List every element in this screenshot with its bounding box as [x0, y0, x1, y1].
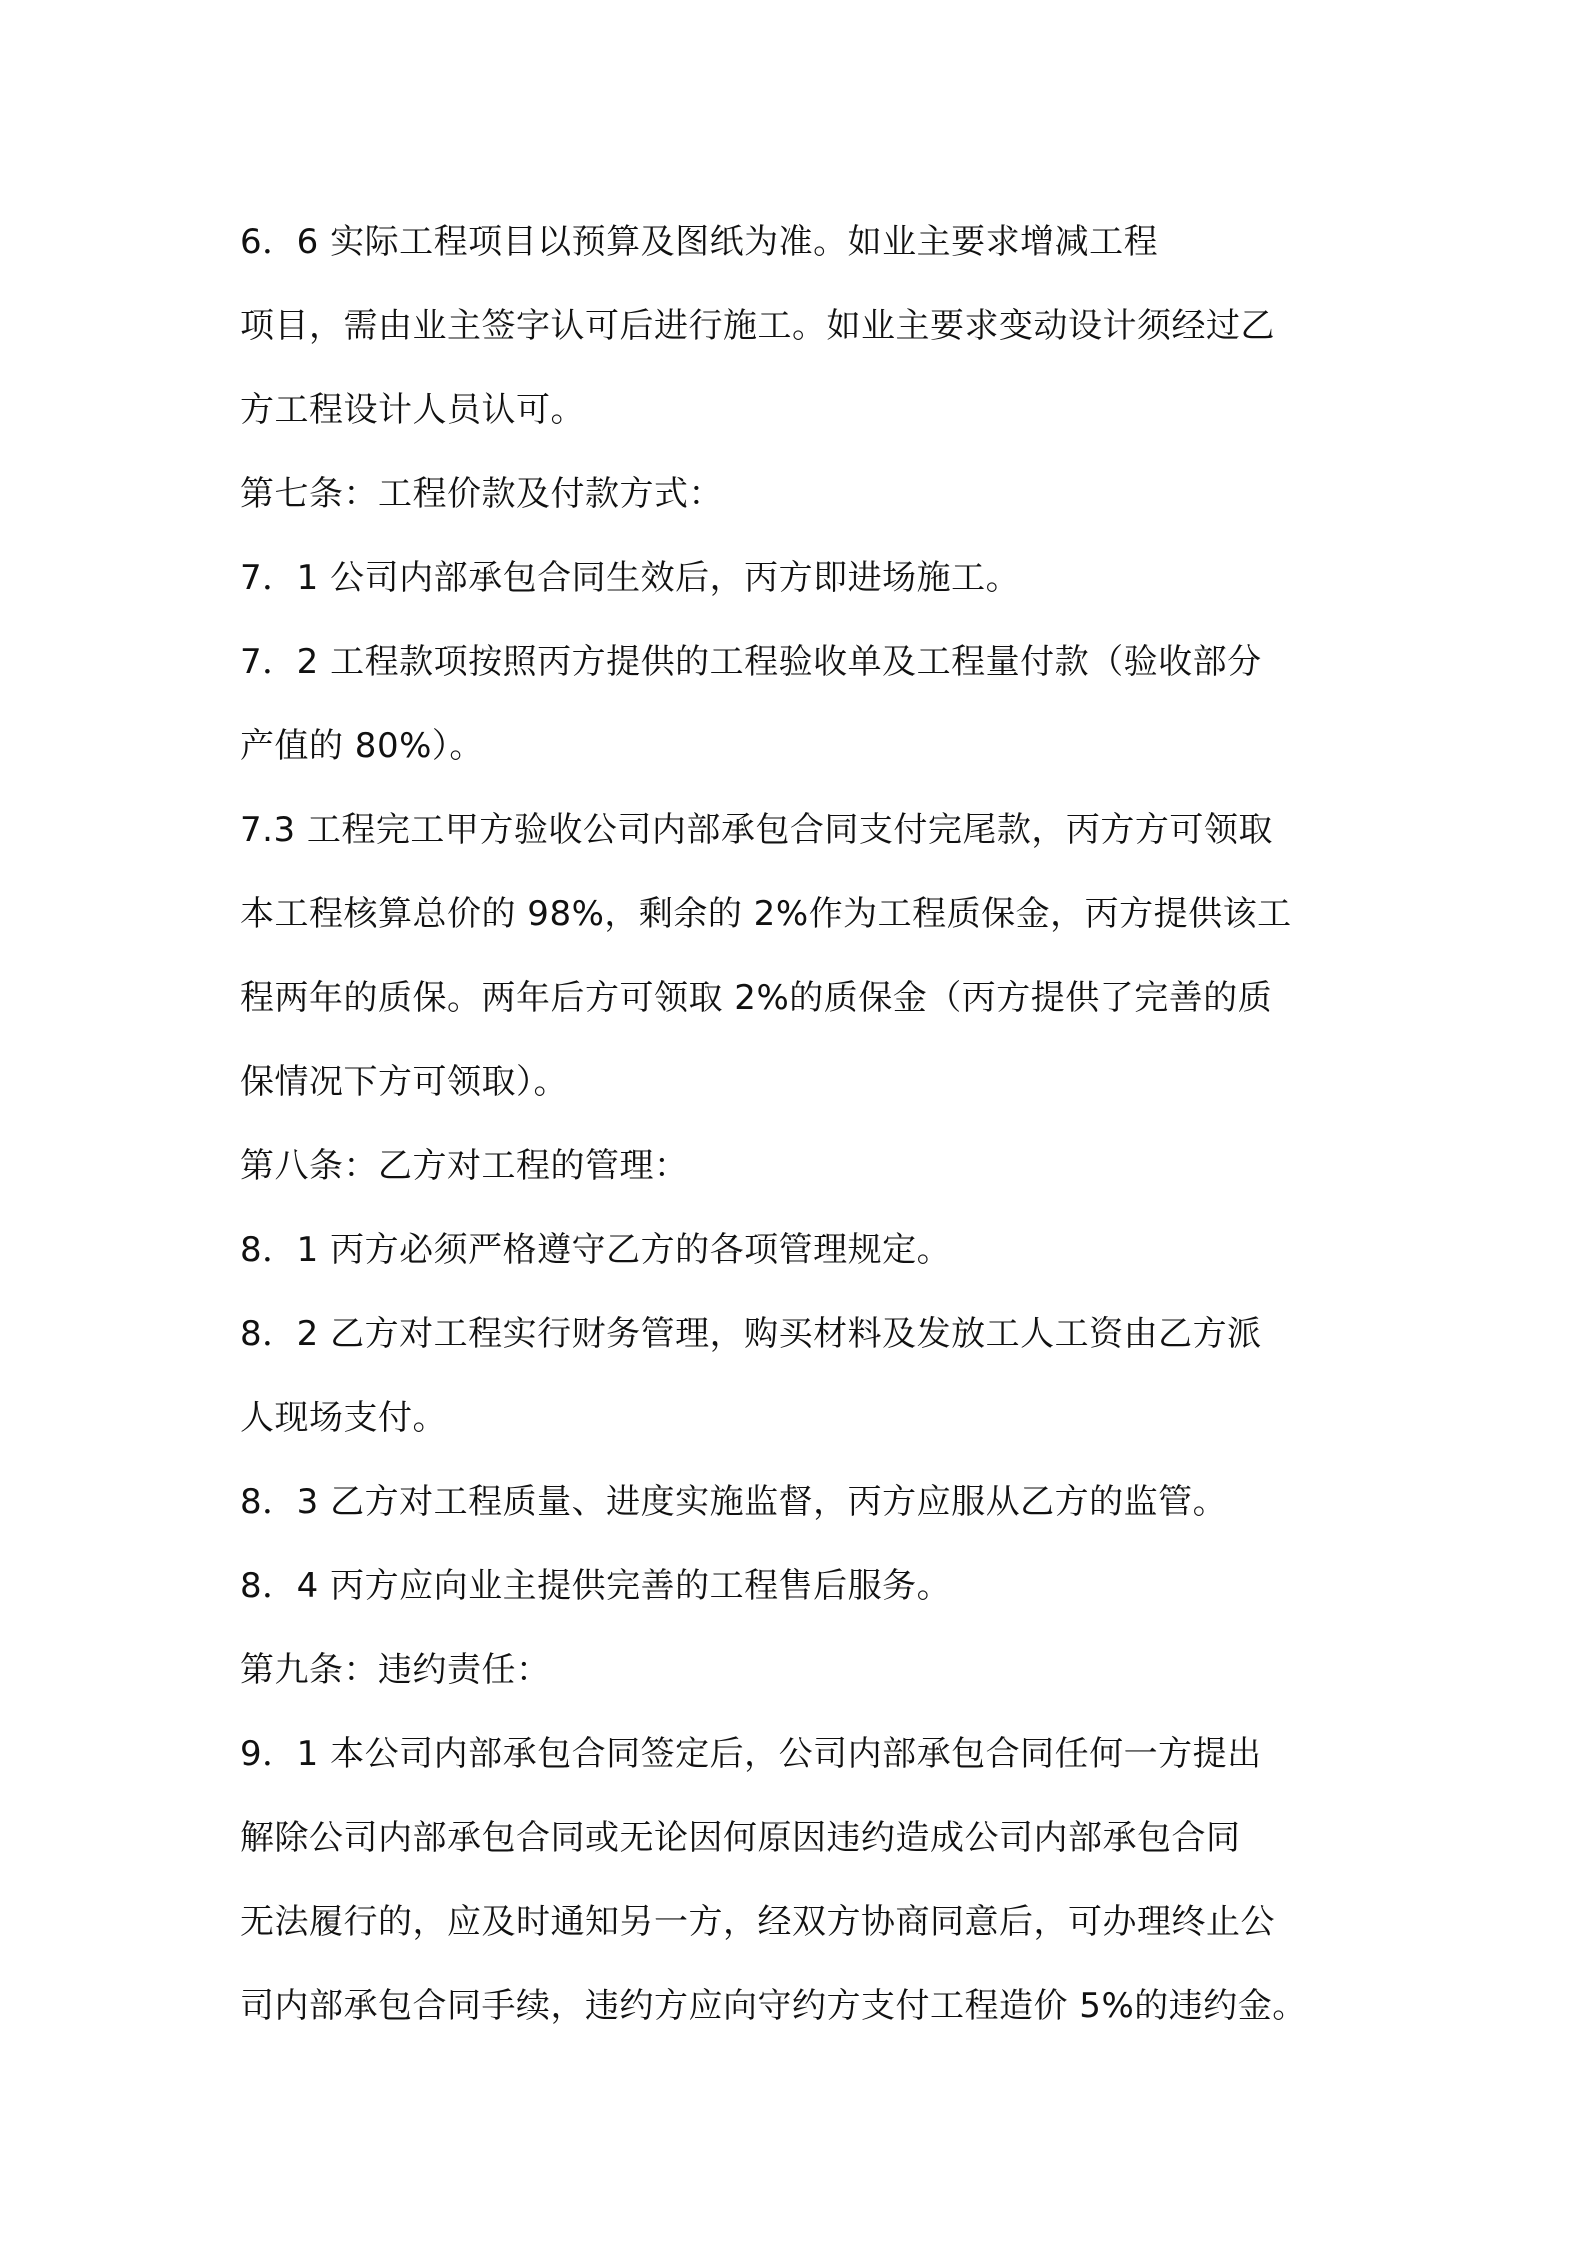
text-line: 无法履行的，应及时通知另一方，经双方协商同意后，可办理终止公 [240, 1902, 1275, 1942]
text-line: 本工程核算总价的 98%，剩余的 2%作为工程质保金，丙方提供该工 [240, 894, 1292, 934]
text-line: 7．1 公司内部承包合同生效后，丙方即进场施工。 [240, 558, 1021, 598]
section-heading: 第七条：工程价款及付款方式： [240, 474, 723, 514]
text-line: 人现场支付。 [240, 1398, 447, 1438]
text-line: 8．1 丙方必须严格遵守乙方的各项管理规定。 [240, 1230, 952, 1270]
section-heading: 第八条：乙方对工程的管理： [240, 1146, 689, 1186]
text-line: 8．2 乙方对工程实行财务管理，购买材料及发放工人工资由乙方派 [240, 1314, 1262, 1354]
text-line: 9．1 本公司内部承包合同签定后，公司内部承包合同任何一方提出 [240, 1734, 1262, 1774]
text-line: 保情况下方可领取）。 [240, 1062, 568, 1102]
text-line: 程两年的质保。两年后方可领取 2%的质保金（丙方提供了完善的质 [240, 978, 1273, 1018]
text-line: 8．3 乙方对工程质量、进度实施监督，丙方应服从乙方的监管。 [240, 1482, 1228, 1522]
text-line: 6．6 实际工程项目以预算及图纸为准。如业主要求增减工程 [240, 222, 1159, 262]
text-line: 7．2 工程款项按照丙方提供的工程验收单及工程量付款（验收部分 [240, 642, 1262, 682]
text-line: 产值的 80%）。 [240, 726, 484, 766]
text-line: 8．4 丙方应向业主提供完善的工程售后服务。 [240, 1566, 952, 1606]
text-line: 解除公司内部承包合同或无论因何原因违约造成公司内部承包合同 [240, 1818, 1241, 1858]
text-line: 方工程设计人员认可。 [240, 390, 585, 430]
document-body [240, 200, 1360, 2048]
section-heading: 第九条：违约责任： [240, 1650, 551, 1690]
text-line: 7.3 工程完工甲方验收公司内部承包合同支付完尾款，丙方方可领取 [240, 810, 1273, 850]
text-line: 项目，需由业主签字认可后进行施工。如业主要求变动设计须经过乙 [240, 306, 1275, 346]
text-line: 司内部承包合同手续，违约方应向守约方支付工程造价 5%的违约金。 [240, 1986, 1307, 2026]
